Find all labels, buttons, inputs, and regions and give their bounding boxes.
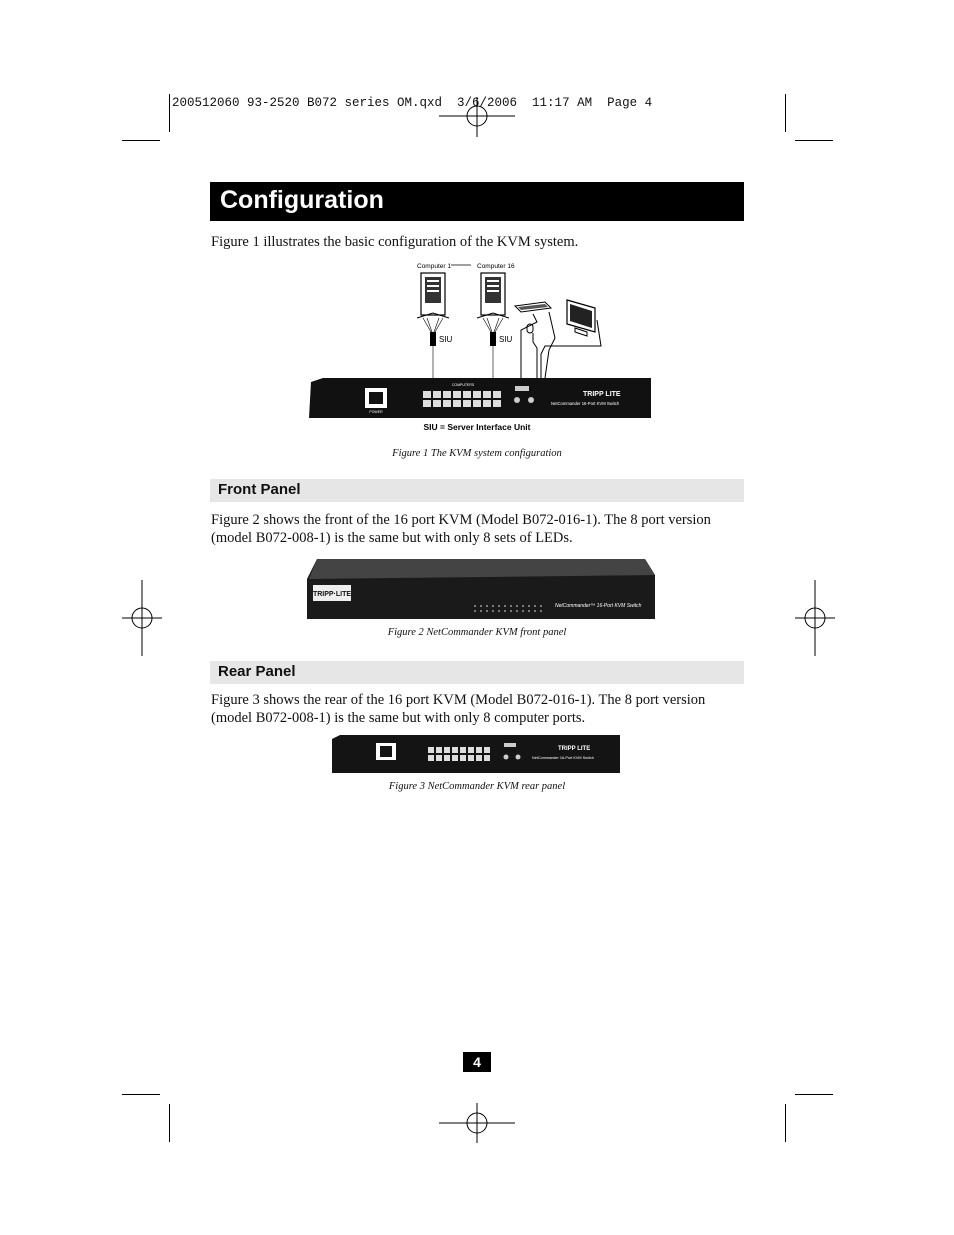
siu-16-icon [490,332,496,346]
figure-1-legend: SIU = Server Interface Unit [423,422,531,432]
figure-3-caption: Figure 3 NetCommander KVM rear panel [388,781,566,792]
registration-mark-left [122,580,162,656]
rear-panel-text: Figure 3 shows the rear of the 16 port KVM (Model B072-016-1). The 8 port version (model B072-008-1) is the same but with only 8 computer ports. [211,692,706,726]
registration-mark-right [795,580,835,656]
computers-label: COMPUTERS [451,383,475,387]
brand-label: TRIPP LITE [583,391,621,398]
rear-brand-label: TRIPP LITE [558,746,591,752]
front-panel-heading: Front Panel [218,481,301,498]
computer-16-tower-icon [477,273,509,318]
page-title-bar [210,182,744,221]
monitor-icon [567,300,595,336]
siu-1-label: SIU [439,335,453,344]
front-panel-heading-bar [210,479,744,502]
registration-mark-bottom [439,1103,515,1143]
slug-line: 200512060 93-2520 B072 series OM.qxd 3/6/2006 11:17 AM Page 4 [172,96,653,110]
computer-1-tower-icon [417,273,449,318]
power-label: POWER [369,410,383,414]
page-number: 4 [463,1052,491,1072]
kvm-unit-rear-icon [309,378,651,418]
front-product-label: NetCommander™ 16-Port KVM Switch [555,603,642,609]
figure-3-rear-panel-image [332,735,620,773]
front-panel-text: Figure 2 shows the front of the 16 port KVM (Model B072-016-1). The 8 port version (model B072-008-1) is the same but with only 8 sets of LEDs. [211,512,711,546]
intro-text: Figure 1 illustrates the basic configuration of the KVM system. [211,234,579,250]
siu-1-icon [430,332,436,346]
rear-product-label: NetCommander 16-Port KVM Switch [532,756,594,760]
front-brand-label: TRIPP·LITE [312,591,352,598]
page-title: Configuration [220,186,384,214]
figure-1-diagram [305,258,655,436]
computer-1-label: Computer 1 [417,263,451,270]
figure-2-caption: Figure 2 NetCommander KVM front panel [387,627,567,638]
registration-mark-top [439,97,515,137]
computer-16-label: Computer 16 [477,263,515,270]
rear-panel-heading: Rear Panel [218,663,296,680]
keyboard-icon [515,302,551,312]
figure-1-caption: Figure 1 The KVM system configuration [392,448,562,459]
product-label: NetCommander 16-Port KVM Switch [551,401,620,406]
rear-panel-heading-bar [210,661,744,684]
figure-2-front-panel-image [305,557,657,623]
siu-16-label: SIU [499,335,513,344]
